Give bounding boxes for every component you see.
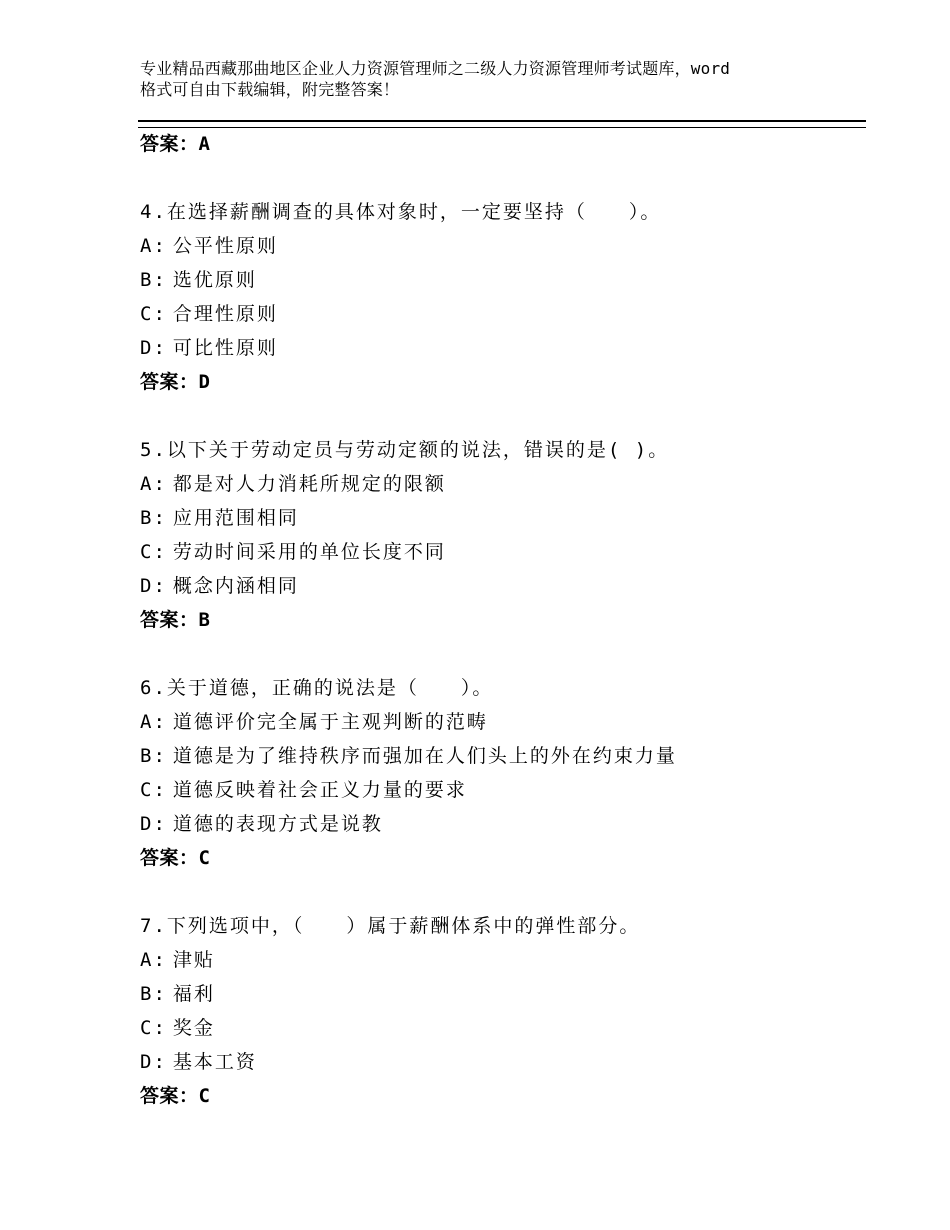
option-text: 道德反映着社会正义力量的要求 [172, 779, 467, 801]
option-text: 选优原则 [172, 269, 257, 291]
option-text: 福利 [172, 983, 215, 1005]
option-b [140, 263, 860, 297]
answer-q3: 答案：A [140, 133, 211, 155]
option-text: 道德评价完全属于主观判断的范畴 [172, 711, 488, 733]
option-letter: D: [140, 337, 167, 359]
question-text: 4.在选择薪酬调查的具体对象时，一定要坚持（ ）。 [140, 201, 662, 223]
option-letter: B: [140, 507, 167, 529]
option-text: 劳动时间采用的单位长度不同 [172, 541, 446, 563]
option-letter: B: [140, 745, 167, 767]
option-text: 都是对人力消耗所规定的限额 [172, 473, 446, 495]
answer: 答案：C [140, 1085, 211, 1107]
option-d [140, 1045, 860, 1079]
page-header [140, 58, 840, 100]
option-d [140, 807, 860, 841]
option-c [140, 535, 860, 569]
answer: 答案：B [140, 609, 211, 631]
header-line-2: 格式可自由下载编辑，附完整答案！ [140, 80, 400, 99]
spacer [140, 399, 860, 433]
option-c [140, 773, 860, 807]
option-letter: B: [140, 269, 167, 291]
question-text: 7.下列选项中，（ ）属于薪酬体系中的弹性部分。 [140, 915, 641, 937]
spacer [140, 875, 860, 909]
option-c [140, 1011, 860, 1045]
option-a [140, 705, 860, 739]
option-letter: B: [140, 983, 167, 1005]
option-a [140, 467, 860, 501]
option-letter: A: [140, 473, 167, 495]
option-letter: C: [140, 541, 167, 563]
question-block-7 [140, 909, 860, 1113]
option-text: 道德是为了维持秩序而强加在人们头上的外在约束力量 [172, 745, 677, 767]
option-letter: D: [140, 575, 167, 597]
option-a [140, 229, 860, 263]
option-letter: C: [140, 779, 167, 801]
option-letter: C: [140, 303, 167, 325]
option-text: 公平性原则 [172, 235, 278, 257]
option-b [140, 977, 860, 1011]
option-b [140, 501, 860, 535]
option-text: 合理性原则 [172, 303, 278, 325]
question-block-6 [140, 671, 860, 875]
option-text: 应用范围相同 [172, 507, 299, 529]
option-text: 可比性原则 [172, 337, 278, 359]
question-block-5 [140, 433, 860, 637]
option-letter: A: [140, 235, 167, 257]
option-d [140, 331, 860, 365]
option-letter: D: [140, 1051, 167, 1073]
option-letter: D: [140, 813, 167, 835]
answer: 答案：C [140, 847, 211, 869]
option-text: 基本工资 [172, 1051, 257, 1073]
option-text: 津贴 [172, 949, 215, 971]
option-d [140, 569, 860, 603]
spacer [140, 637, 860, 671]
option-letter: A: [140, 711, 167, 733]
option-c [140, 297, 860, 331]
question-text: 5.以下关于劳动定员与劳动定额的说法，错误的是( )。 [140, 439, 670, 461]
option-b [140, 739, 860, 773]
option-letter: C: [140, 1017, 167, 1039]
option-a [140, 943, 860, 977]
option-text: 道德的表现方式是说教 [172, 813, 383, 835]
question-text: 6.关于道德，正确的说法是（ ）。 [140, 677, 494, 699]
option-text: 奖金 [172, 1017, 215, 1039]
option-text: 概念内涵相同 [172, 575, 299, 597]
option-letter: A: [140, 949, 167, 971]
header-line-1: 专业精品西藏那曲地区企业人力资源管理师之二级人力资源管理师考试题库，word [140, 59, 731, 78]
question-block-4 [140, 195, 860, 399]
answer: 答案：D [140, 371, 211, 393]
spacer [140, 161, 860, 195]
document-body [140, 127, 860, 1113]
